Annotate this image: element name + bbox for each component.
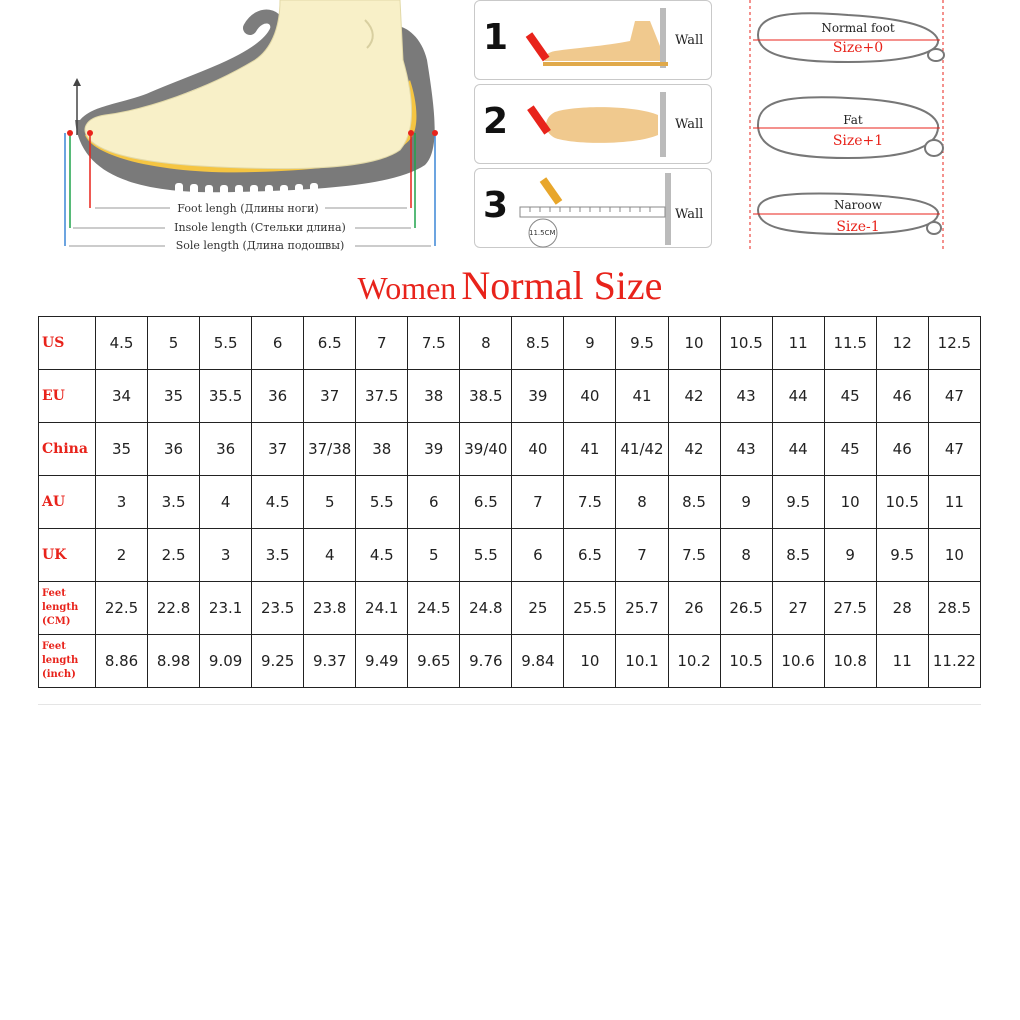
step-number: 2 (483, 101, 509, 142)
table-cell: 11.5 (824, 317, 876, 370)
table-cell: 28.5 (928, 582, 980, 635)
row-header (39, 635, 96, 688)
foot-type-name: Fat (843, 113, 863, 127)
wall-label: Wall (675, 33, 704, 48)
table-cell: 35 (148, 370, 200, 423)
table-cell: 26.5 (720, 582, 772, 635)
table-cell: 36 (200, 423, 252, 476)
step-3-box (474, 168, 712, 248)
table-cell: 22.8 (148, 582, 200, 635)
table-cell: 38 (356, 423, 408, 476)
foot-types-illustration (748, 0, 958, 255)
table-cell: 2.5 (148, 529, 200, 582)
table-cell: 8.5 (512, 317, 564, 370)
foot-type-size: Size-1 (836, 219, 880, 235)
table-cell: 38 (408, 370, 460, 423)
table-cell: 40 (512, 423, 564, 476)
table-cell: 47 (928, 370, 980, 423)
table-cell: 11 (876, 635, 928, 688)
foot-measurement-diagram (55, 0, 455, 255)
table-cell: 7 (356, 317, 408, 370)
table-cell: 27.5 (824, 582, 876, 635)
table-cell: 36 (148, 423, 200, 476)
table-cell: 41 (616, 370, 668, 423)
table-cell: 7.5 (668, 529, 720, 582)
table-cell: 45 (824, 370, 876, 423)
insole-length-label: Insole length (Стельки длина) (174, 221, 346, 234)
row-header-line: (CM) (42, 616, 71, 627)
row-header-line: (inch) (42, 669, 76, 680)
table-cell: 10.1 (616, 635, 668, 688)
table-cell: 5 (408, 529, 460, 582)
foot-types (748, 0, 958, 255)
table-cell: 43 (720, 370, 772, 423)
table-cell: 9.49 (356, 635, 408, 688)
table-cell: 7 (512, 476, 564, 529)
table-cell: 9.25 (252, 635, 304, 688)
table-cell: 46 (876, 423, 928, 476)
table-cell: 37/38 (304, 423, 356, 476)
table-cell: 9.5 (616, 317, 668, 370)
table-cell: 38.5 (460, 370, 512, 423)
table-cell: 8 (616, 476, 668, 529)
table-row (39, 529, 981, 582)
table-cell: 23.1 (200, 582, 252, 635)
foot-type-size: Size+1 (832, 133, 884, 149)
illustrations (0, 0, 1020, 260)
table-row (39, 423, 981, 476)
table-cell: 8.86 (96, 635, 148, 688)
table-row (39, 317, 981, 370)
row-header: AU (39, 476, 96, 529)
title-women: Women (357, 270, 457, 306)
table-cell: 8.98 (148, 635, 200, 688)
table-cell: 36 (252, 370, 304, 423)
table-cell: 5.5 (356, 476, 408, 529)
table-cell: 10 (928, 529, 980, 582)
table-cell: 9 (720, 476, 772, 529)
table-cell: 37 (252, 423, 304, 476)
row-header-line: Feet (42, 641, 66, 652)
table-cell: 10.8 (824, 635, 876, 688)
table-cell: 25.7 (616, 582, 668, 635)
table-cell: 5 (304, 476, 356, 529)
row-header: UK (39, 529, 96, 582)
row-header: EU (39, 370, 96, 423)
foot-type-size: Size+0 (832, 40, 884, 56)
table-cell: 7.5 (408, 317, 460, 370)
table-cell: 5.5 (460, 529, 512, 582)
table-cell: 47 (928, 423, 980, 476)
table-cell: 11.22 (928, 635, 980, 688)
foot-length-label: Foot lengh (Длины ноги) (177, 202, 319, 215)
page-title (0, 262, 1020, 312)
table-cell: 9.37 (304, 635, 356, 688)
table-cell: 43 (720, 423, 772, 476)
table-cell: 6.5 (564, 529, 616, 582)
table-cell: 8 (720, 529, 772, 582)
table-cell: 39 (512, 370, 564, 423)
table-cell: 35.5 (200, 370, 252, 423)
sole-length-label: Sole length (Длина подошвы) (175, 239, 345, 252)
table-cell: 5 (148, 317, 200, 370)
table-cell: 6.5 (460, 476, 512, 529)
wall-label: Wall (675, 207, 704, 222)
table-cell: 25 (512, 582, 564, 635)
table-cell: 10.6 (772, 635, 824, 688)
table-cell: 3 (96, 476, 148, 529)
table-cell: 5.5 (200, 317, 252, 370)
step-2-box (474, 84, 712, 164)
foot-type-name: Naroow (833, 198, 883, 212)
table-cell: 9 (564, 317, 616, 370)
table-cell: 37.5 (356, 370, 408, 423)
row-header: China (39, 423, 96, 476)
table-cell: 10 (824, 476, 876, 529)
step-number: 3 (483, 185, 509, 226)
table-cell: 11 (772, 317, 824, 370)
table-cell: 10 (668, 317, 720, 370)
wall-label: Wall (675, 117, 704, 132)
table-cell: 8.5 (668, 476, 720, 529)
table-cell: 3 (200, 529, 252, 582)
table-cell: 2 (96, 529, 148, 582)
measurement-steps (474, 0, 714, 255)
table-cell: 10.2 (668, 635, 720, 688)
table-cell: 12 (876, 317, 928, 370)
row-header-line: length (42, 602, 79, 613)
table-cell: 10.5 (720, 317, 772, 370)
table-cell: 41/42 (616, 423, 668, 476)
table-cell: 6 (252, 317, 304, 370)
table-cell: 9.76 (460, 635, 512, 688)
row-header (39, 582, 96, 635)
table-cell: 9 (824, 529, 876, 582)
foot-wall-icon (515, 6, 685, 76)
table-cell: 6.5 (304, 317, 356, 370)
table-cell: 22.5 (96, 582, 148, 635)
table-cell: 4.5 (356, 529, 408, 582)
table-cell: 40 (564, 370, 616, 423)
table-cell: 8 (460, 317, 512, 370)
table-cell: 41 (564, 423, 616, 476)
table-cell: 9.5 (772, 476, 824, 529)
table-cell: 10.5 (720, 635, 772, 688)
table-row (39, 370, 981, 423)
table-cell: 35 (96, 423, 148, 476)
table-cell: 42 (668, 423, 720, 476)
table-cell: 44 (772, 423, 824, 476)
table-cell: 4 (200, 476, 252, 529)
table-cell: 9.65 (408, 635, 460, 688)
table-cell: 27 (772, 582, 824, 635)
table-cell: 6 (512, 529, 564, 582)
foot-type-name: Normal foot (821, 21, 895, 35)
size-chart-table (38, 316, 981, 688)
ruler-measure-label: 11.5CM (529, 229, 556, 237)
table-cell: 3.5 (252, 529, 304, 582)
table-cell: 4 (304, 529, 356, 582)
table-cell: 12.5 (928, 317, 980, 370)
table-cell: 39/40 (460, 423, 512, 476)
table-cell: 39 (408, 423, 460, 476)
table-cell: 4.5 (252, 476, 304, 529)
table-cell: 7.5 (564, 476, 616, 529)
foot-top-icon (515, 90, 685, 160)
table-cell: 3.5 (148, 476, 200, 529)
title-normal-size: Normal Size (461, 263, 663, 308)
table-cell: 34 (96, 370, 148, 423)
table-cell: 28 (876, 582, 928, 635)
table-cell: 24.1 (356, 582, 408, 635)
table-cell: 23.8 (304, 582, 356, 635)
table-cell: 9.5 (876, 529, 928, 582)
table-row (39, 476, 981, 529)
table-cell: 37 (304, 370, 356, 423)
table-cell: 44 (772, 370, 824, 423)
divider (38, 704, 981, 705)
table-cell: 24.5 (408, 582, 460, 635)
table-cell: 4.5 (96, 317, 148, 370)
table-cell: 6 (408, 476, 460, 529)
table-cell: 9.84 (512, 635, 564, 688)
table-cell: 23.5 (252, 582, 304, 635)
row-header-line: Feet (42, 588, 66, 599)
step-1-box (474, 0, 712, 80)
table-cell: 42 (668, 370, 720, 423)
ruler-icon (515, 171, 685, 251)
table-cell: 26 (668, 582, 720, 635)
table-cell: 10 (564, 635, 616, 688)
table-row (39, 582, 981, 635)
table-cell: 7 (616, 529, 668, 582)
table-cell: 45 (824, 423, 876, 476)
table-cell: 25.5 (564, 582, 616, 635)
table-cell: 24.8 (460, 582, 512, 635)
table-cell: 46 (876, 370, 928, 423)
shoe-foot-illustration (55, 0, 455, 255)
table-cell: 9.09 (200, 635, 252, 688)
table-cell: 8.5 (772, 529, 824, 582)
row-header: US (39, 317, 96, 370)
row-header-line: length (42, 655, 79, 666)
table-cell: 10.5 (876, 476, 928, 529)
table-cell: 11 (928, 476, 980, 529)
table-row (39, 635, 981, 688)
step-number: 1 (483, 17, 509, 58)
